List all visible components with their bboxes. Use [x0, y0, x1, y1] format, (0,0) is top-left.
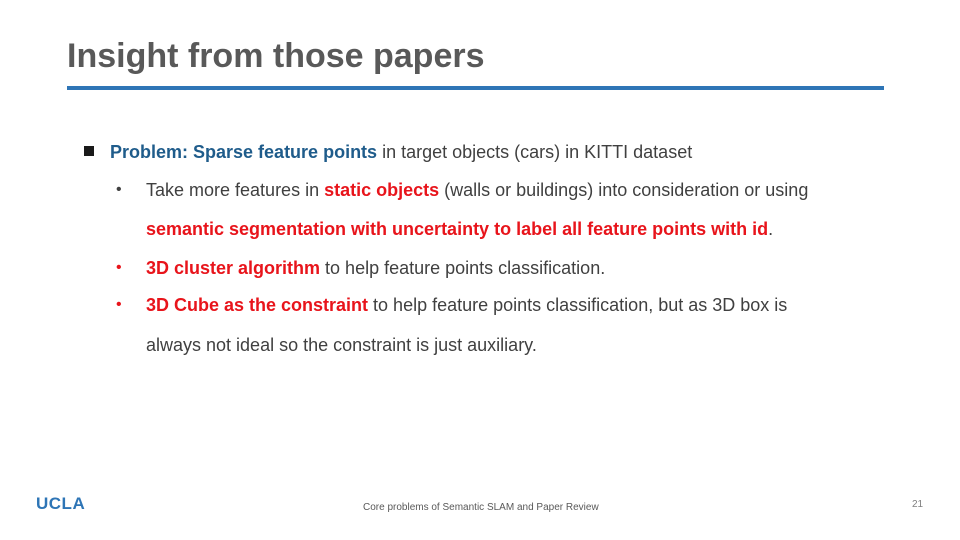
footer-text: Core problems of Semantic SLAM and Paper Review [363, 502, 599, 513]
ucla-logo: UCLA [36, 494, 86, 513]
bullet-dot-icon: • [116, 259, 122, 276]
sub1-pre: Take more features in [146, 180, 325, 200]
sub-bullet-3-line-2: always not ideal so the constraint is just auxiliary. [146, 335, 537, 355]
bullet-dot-icon: • [116, 181, 122, 198]
sub3-rest: to help feature points classification, but as 3D box is [368, 295, 788, 315]
sub1-highlight: static objects [324, 180, 440, 200]
square-bullet-icon [84, 146, 94, 156]
title-underline [67, 86, 884, 90]
sub1-line2-end: . [768, 219, 774, 239]
main-bullet-text [110, 141, 692, 163]
sub-bullet-1-line-2 [146, 218, 773, 240]
sub2-highlight: 3D cluster algorithm [146, 258, 321, 278]
sub-bullet-1-line-1 [146, 179, 808, 201]
sub2-rest: to help feature points classification. [320, 258, 606, 278]
sub1-mid: (walls or buildings) into consideration or using [439, 180, 809, 200]
sub1-line2-highlight: semantic segmentation with uncertainty to label all feature points with id [146, 219, 769, 239]
page-number: 21 [912, 499, 924, 510]
sub3-highlight: 3D Cube as the constraint [146, 295, 369, 315]
sub-bullet-2 [146, 257, 605, 279]
sub-bullet-3-line-1 [146, 294, 787, 316]
problem-label: Problem: Sparse feature points [110, 142, 378, 162]
slide-title: Insight from those papers [67, 37, 485, 75]
problem-rest: in target objects (cars) in KITTI dataset [377, 142, 693, 162]
bullet-dot-icon: • [116, 296, 122, 313]
